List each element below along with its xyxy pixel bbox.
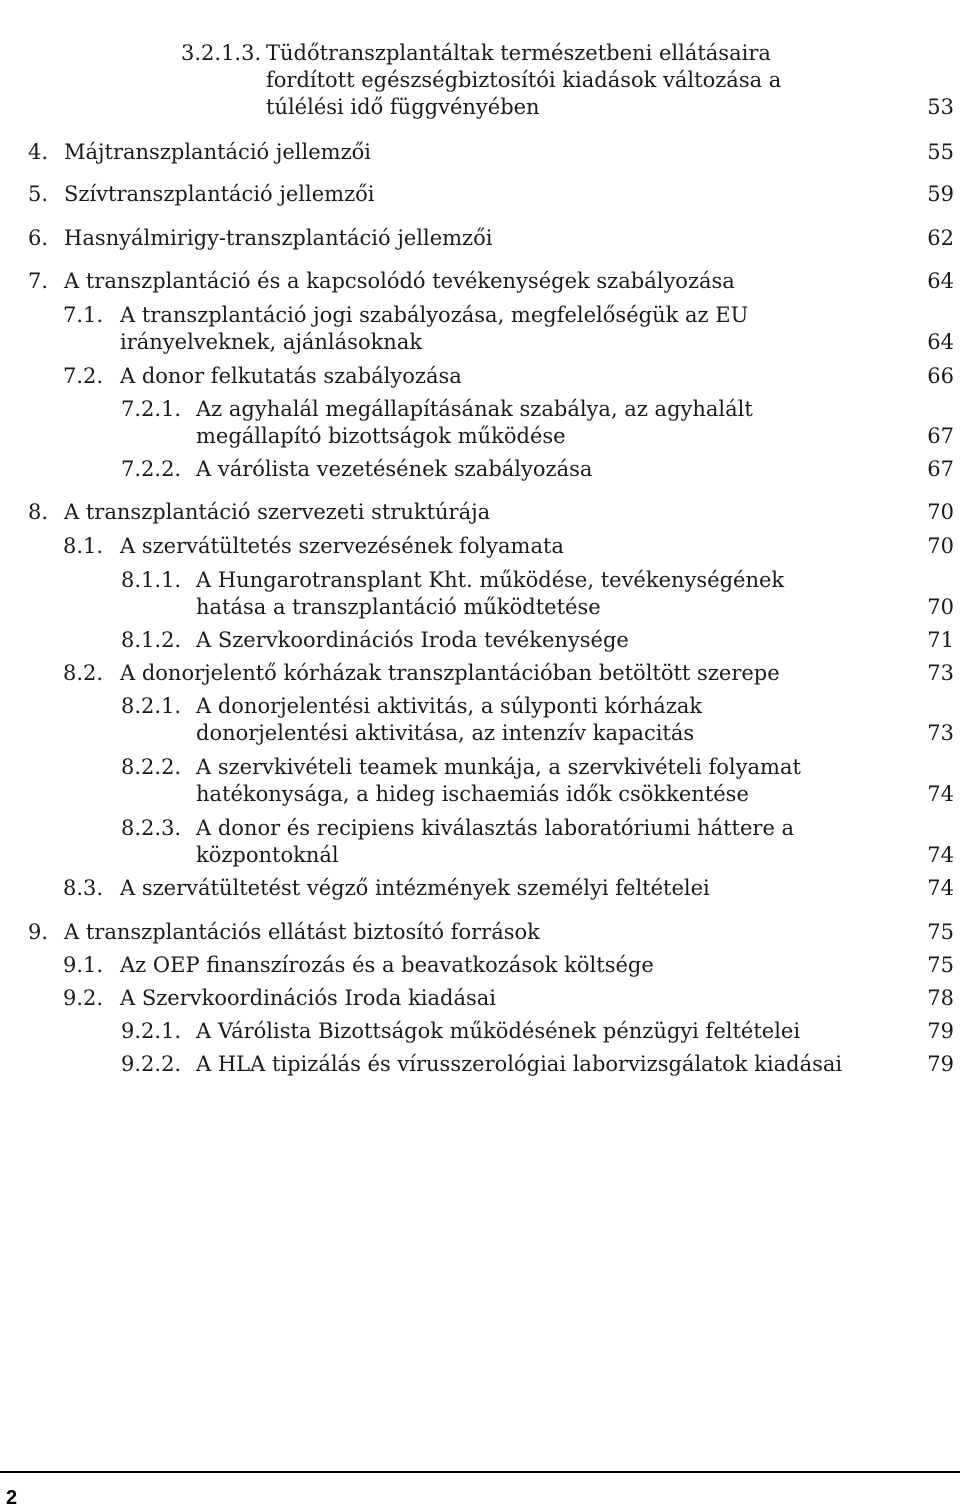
toc-entry-title-line: A Hungarotransplant Kht. működése, tevékenységének: [196, 568, 785, 592]
toc-entry-title-line: Hasnyálmirigy-transzplantáció jellemzői: [64, 226, 493, 250]
page-number: 2: [6, 1487, 18, 1509]
footer-divider: [0, 1471, 960, 1473]
toc-entry-7-2-2: [121, 456, 954, 483]
toc-entry-number: 9.2.2.: [121, 1052, 182, 1076]
toc-entry-title: [196, 627, 629, 654]
toc-entry-number: 8.1.2.: [121, 628, 182, 652]
toc-entry-4: [28, 139, 954, 166]
toc-entry-title-line: Tüdőtranszplantáltak természetbeni ellátásaira: [266, 41, 771, 65]
toc-entry-9-1: [63, 952, 954, 979]
toc-entry-8-3: [63, 875, 954, 902]
toc-entry-number: 8.3.: [63, 876, 104, 900]
toc-entry-6: [28, 225, 954, 252]
toc-entry-page: 79: [927, 1052, 954, 1076]
toc-entry-number: 7.2.2.: [121, 457, 182, 481]
toc-entry-page: 67: [927, 424, 954, 448]
toc-entry-page: 59: [927, 182, 954, 206]
toc-entry-page: 78: [927, 986, 954, 1010]
toc-entry-title-line: A szervátültetést végző intézmények személyi feltételei: [120, 876, 710, 900]
toc-entry-page: 64: [927, 330, 954, 354]
toc-entry-title: [120, 875, 710, 902]
toc-entry-number: 9.1.: [63, 953, 104, 977]
toc-entry-number: 7.: [28, 269, 49, 293]
toc-entry-title-line: A Várólista Bizottságok működésének pénzügyi feltételei: [196, 1019, 801, 1043]
toc-entry-page: 70: [927, 534, 954, 558]
toc-entry-title-line: A transzplantációs ellátást biztosító források: [64, 920, 540, 944]
toc-entry-number: 8.1.: [63, 534, 104, 558]
toc-entry-page: 66: [927, 364, 954, 388]
toc-entry-title-line: Az OEP finanszírozás és a beavatkozások költsége: [120, 953, 654, 977]
toc-entry-title-line: hatékonysága, a hideg ischaemiás idők csökkentése: [196, 782, 749, 806]
toc-entry-page: 70: [927, 500, 954, 524]
toc-entry-title-line: A donor felkutatás szabályozása: [120, 364, 462, 388]
toc-entry-title-line: A szervátültetés szervezésének folyamata: [120, 534, 564, 558]
toc-entry-title-line: A várólista vezetésének szabályozása: [196, 457, 593, 481]
toc-entry-title-line: irányelveknek, ajánlásoknak: [120, 330, 423, 354]
toc-entry-title-line: A HLA tipizálás és vírusszerológiai laborvizsgálatok kiadásai: [196, 1052, 843, 1076]
toc-entry-title-line: A szervkivételi teamek munkája, a szervkivételi folyamat: [196, 755, 801, 779]
toc-entry-number: 7.2.1.: [121, 397, 182, 421]
toc-entry-title-line: A donorjelentő kórházak transzplantációban betöltött szerepe: [120, 661, 780, 685]
toc-entry-page: 71: [927, 628, 954, 652]
toc-entry-title: [120, 533, 564, 560]
toc-entry-title: [64, 181, 375, 208]
toc-entry-title: [196, 1051, 842, 1078]
toc-entry-number: 3.2.1.3.: [181, 41, 262, 65]
toc-entry-title: [196, 1018, 800, 1045]
toc-entry-8: [28, 499, 954, 526]
toc-entry-title-line: hatása a transzplantáció működtetése: [196, 595, 601, 619]
toc-entry-title: [64, 919, 540, 946]
toc-entry-title: [64, 225, 492, 252]
toc-entry-3-2-1-3: [181, 40, 954, 121]
toc-entry-title-line: A transzplantáció szervezeti struktúrája: [64, 500, 491, 524]
toc-entry-8-1-2: [121, 627, 954, 654]
toc-entry-number: 9.2.1.: [121, 1019, 182, 1043]
toc-entry-title: [64, 499, 490, 526]
toc-entry-page: 70: [927, 595, 954, 619]
toc-entry-title: [120, 985, 496, 1012]
toc-entry-title-line: A transzplantáció jogi szabályozása, megfelelőségük az EU: [120, 303, 749, 327]
toc-entry-8-2-1: [121, 693, 954, 747]
toc-entry-page: 75: [927, 953, 954, 977]
toc-entry-title: [64, 139, 371, 166]
toc-entry-title: [64, 268, 735, 295]
toc-entry-8-1-1: [121, 567, 954, 621]
toc-entry-number: 8.2.1.: [121, 694, 182, 718]
toc-entry-title: [196, 396, 753, 450]
toc-entry-title-line: Az agyhalál megállapításának szabálya, az agyhalált: [196, 397, 753, 421]
toc-entry-title: [266, 40, 781, 121]
toc-entry-page: 75: [927, 920, 954, 944]
toc-entry-7: [28, 268, 954, 295]
toc-entry-page: 67: [927, 457, 954, 481]
toc-entry-7-1: [63, 302, 954, 356]
toc-entry-title: [196, 754, 801, 808]
toc-entry-page: 73: [927, 661, 954, 685]
toc-entry-title-line: megállapító bizottságok működése: [196, 424, 566, 448]
toc-entry-title-line: Szívtranszplantáció jellemzői: [64, 182, 375, 206]
toc-entry-title-line: donorjelentési aktivitása, az intenzív kapacitás: [196, 721, 695, 745]
toc-entry-page: 74: [927, 782, 954, 806]
toc-entry-number: 8.2.: [63, 661, 104, 685]
toc-entry-title: [196, 693, 702, 747]
toc-entry-7-2: [63, 363, 954, 390]
toc-entry-8-1: [63, 533, 954, 560]
toc-entry-5: [28, 181, 954, 208]
toc-entry-page: 62: [927, 226, 954, 250]
toc-entry-number: 8.2.2.: [121, 755, 182, 779]
toc-entry-number: 8.: [28, 500, 49, 524]
toc-entry-9: [28, 919, 954, 946]
toc-entry-title: [120, 952, 654, 979]
toc-entry-title-line: Májtranszplantáció jellemzői: [64, 140, 371, 164]
toc-entry-title: [196, 815, 794, 869]
toc-entry-title: [196, 567, 784, 621]
toc-entry-title-line: fordított egészségbiztosítói kiadások változása a: [266, 68, 782, 92]
toc-entry-page: 74: [927, 876, 954, 900]
toc-entry-9-2-2: [121, 1051, 954, 1078]
toc-entry-title-line: túlélési idő függvényében: [266, 95, 540, 119]
toc-entry-9-2: [63, 985, 954, 1012]
toc-entry-page: 64: [927, 269, 954, 293]
toc-entry-8-2-3: [121, 815, 954, 869]
toc-entry-title-line: A donor és recipiens kiválasztás laboratóriumi háttere a: [196, 816, 795, 840]
toc-entry-title: [196, 456, 592, 483]
toc-entry-title: [120, 660, 780, 687]
toc-entry-number: 5.: [28, 182, 49, 206]
toc-entry-7-2-1: [121, 396, 954, 450]
toc-entry-number: 9.: [28, 920, 49, 944]
toc-entry-title: [120, 363, 462, 390]
toc-entry-page: 53: [927, 95, 954, 119]
toc-entry-number: 7.1.: [63, 303, 104, 327]
toc-entry-title: [120, 302, 748, 356]
toc-entry-number: 6.: [28, 226, 49, 250]
toc-entry-title-line: A transzplantáció és a kapcsolódó tevékenységek szabályozása: [64, 269, 735, 293]
toc-entry-title-line: A Szervkoordinációs Iroda kiadásai: [120, 986, 497, 1010]
toc-entry-number: 7.2.: [63, 364, 104, 388]
toc-entry-title-line: A Szervkoordinációs Iroda tevékenysége: [196, 628, 629, 652]
toc-entry-page: 73: [927, 721, 954, 745]
toc-entry-8-2: [63, 660, 954, 687]
toc-entry-number: 9.2.: [63, 986, 104, 1010]
toc-entry-page: 79: [927, 1019, 954, 1043]
toc-entry-title-line: A donorjelentési aktivitás, a súlyponti kórházak: [196, 694, 703, 718]
toc-entry-title-line: központoknál: [196, 843, 339, 867]
toc-entry-page: 74: [927, 843, 954, 867]
toc-entry-number: 8.1.1.: [121, 568, 182, 592]
toc-entry-9-2-1: [121, 1018, 954, 1045]
toc-entry-page: 55: [927, 140, 954, 164]
toc-entry-8-2-2: [121, 754, 954, 808]
toc-entry-number: 4.: [28, 140, 49, 164]
toc-entry-number: 8.2.3.: [121, 816, 182, 840]
